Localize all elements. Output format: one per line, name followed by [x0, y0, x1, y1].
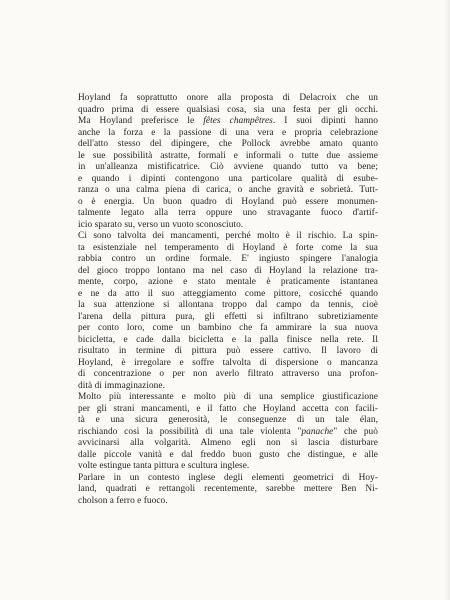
text-line — [78, 243, 378, 255]
text-run: e quando i dipinti contengono una particolare qualità di esube- — [78, 173, 378, 184]
text-line — [78, 277, 378, 289]
text-run: Ma Hoyland preferisce le — [78, 116, 204, 126]
text-run: " che può — [333, 426, 378, 437]
text-line — [78, 185, 378, 197]
text-run: in un'alleanza mistificatrice. Ciò avviene quando tutto va bene; — [78, 162, 378, 172]
text-line — [78, 197, 378, 209]
text-run: ta esistenziale nel temperamento di Hoyland è forte come la sua — [78, 242, 378, 253]
text-line — [78, 289, 378, 301]
text-line — [78, 220, 378, 232]
text-line — [78, 473, 378, 485]
text-line — [78, 174, 378, 186]
text-line — [78, 254, 378, 266]
text-run: rabbia contro un ordine formale. E' ingiusto spingere l'analogia — [78, 254, 378, 264]
text-run: dità di immaginazione. — [78, 380, 165, 391]
text-line — [78, 496, 378, 508]
text-run: dell'atto stesso del dipingere, che Pollock avrebbe amato quanto — [78, 139, 378, 149]
text-run: ranza o una calma piena di carica, o anche gravità e sobrietà. Tutt- — [78, 185, 378, 195]
text-run: e ne da atto il suo atteggiamento come pittore, cosicché quando — [78, 288, 378, 299]
text-line — [78, 335, 378, 347]
text-run: di concentrazione o per non averlo filtrato attraverso una profon- — [78, 369, 378, 379]
text-run: Molto più interessante e molto più di una semplice giustificazione — [78, 392, 378, 402]
italic-run: fêtes champêtres — [203, 116, 273, 126]
text-line — [78, 93, 378, 105]
paragraph — [78, 231, 378, 392]
text-run: per gli strani mancamenti, e il fatto che Hoyland accetta con facili- — [78, 403, 378, 414]
text-run: per conto loro, come un bambino che fa ammirare la sua nuova — [78, 323, 378, 333]
text-run: mente, corpo, azione e stato mentale è praticamente istantanea — [78, 277, 378, 287]
text-line — [78, 151, 378, 163]
text-line — [78, 392, 378, 404]
text-line — [78, 208, 378, 220]
text-line — [78, 438, 378, 450]
text-run: l'arena della pittura pura, gli effetti si infiltrano subretiziamente — [78, 311, 378, 322]
text-run: . I suoi dipinti hanno — [272, 116, 378, 126]
text-line — [78, 450, 378, 462]
paragraph — [78, 473, 378, 508]
text-line — [78, 358, 378, 370]
text-run: volte estingue tanta pittura e scultura inglese. — [78, 461, 250, 471]
text-line — [78, 300, 378, 312]
text-line — [78, 323, 378, 335]
text-line — [78, 162, 378, 174]
text-run: tà e una sicura generosità, le conseguenze di un tale élan, — [78, 415, 378, 425]
text-line — [78, 231, 378, 243]
text-line — [78, 415, 378, 427]
text-run: bicicletta, e cade dalla bicicletta e la palla finisce nella rete. Il — [78, 334, 378, 345]
text-run: Ci sono talvolta dei mancamenti, perché molto è il rischio. La spin- — [78, 231, 378, 241]
text-run: land, quadrati e rettangoli recentemente, sarebbe mettere Ben Ni- — [78, 484, 378, 494]
text-run: cholson a ferro e fuoco. — [78, 495, 168, 506]
text-line — [78, 484, 378, 496]
text-run: icio sparato su, verso un vuoto sconosciuto. — [78, 219, 244, 230]
paragraph — [78, 93, 378, 231]
text-run: quadro prima di essere qualsiasi cosa, sia una festa per gli occhi. — [78, 104, 378, 115]
page-edge-shadow — [444, 0, 450, 600]
text-run: risultato in termine di pittura può essere cattivo. Il lavoro di — [78, 346, 378, 356]
text-run: Hoyland, è irregolare e soffre talvolta di dispersione o mancanza — [78, 357, 378, 368]
paragraph — [78, 392, 378, 473]
body-text — [78, 93, 378, 507]
text-run: Parlare in un contesto inglese degli elementi geometrici di Hoy- — [78, 472, 378, 483]
text-line — [78, 105, 378, 117]
text-line — [78, 381, 378, 393]
text-run: talmente legato alla terra oppure uno stravagante fuoco d'artif- — [78, 208, 378, 218]
text-run: le sue possibilità astratte, formali e informali o tutte due assieme — [78, 150, 378, 161]
text-line — [78, 128, 378, 140]
text-line — [78, 139, 378, 151]
text-line — [78, 427, 378, 439]
text-line — [78, 404, 378, 416]
italic-run: panache — [301, 426, 334, 437]
text-run: la sua attenzione si allontana troppo dal campo da tennis, cioè — [78, 300, 378, 310]
text-run: del gioco troppo lontano ma nel caso di Hoyland la relazione tra- — [78, 265, 378, 276]
text-run: Hoyland fa soprattutto onore alla proposta di Delacroix che un — [78, 93, 378, 103]
text-line — [78, 116, 378, 128]
text-line — [78, 346, 378, 358]
text-line — [78, 461, 378, 473]
text-line — [78, 312, 378, 324]
text-run: rischiando così la possibilità di una tale violenta " — [78, 426, 302, 437]
text-line — [78, 369, 378, 381]
text-run: o è energia. Un buon quadro di Hoyland può essere monumen- — [78, 196, 378, 207]
text-run: anche la forza e la passione di una vera e propria celebrazione — [78, 127, 378, 138]
text-run: dalle piccole vanità e dal freddo buon gusto che distingue, e alle — [78, 449, 378, 460]
text-line — [78, 266, 378, 278]
text-run: avvicinarsi alla volgarità. Almeno egli non si lascia disturbare — [78, 438, 378, 448]
